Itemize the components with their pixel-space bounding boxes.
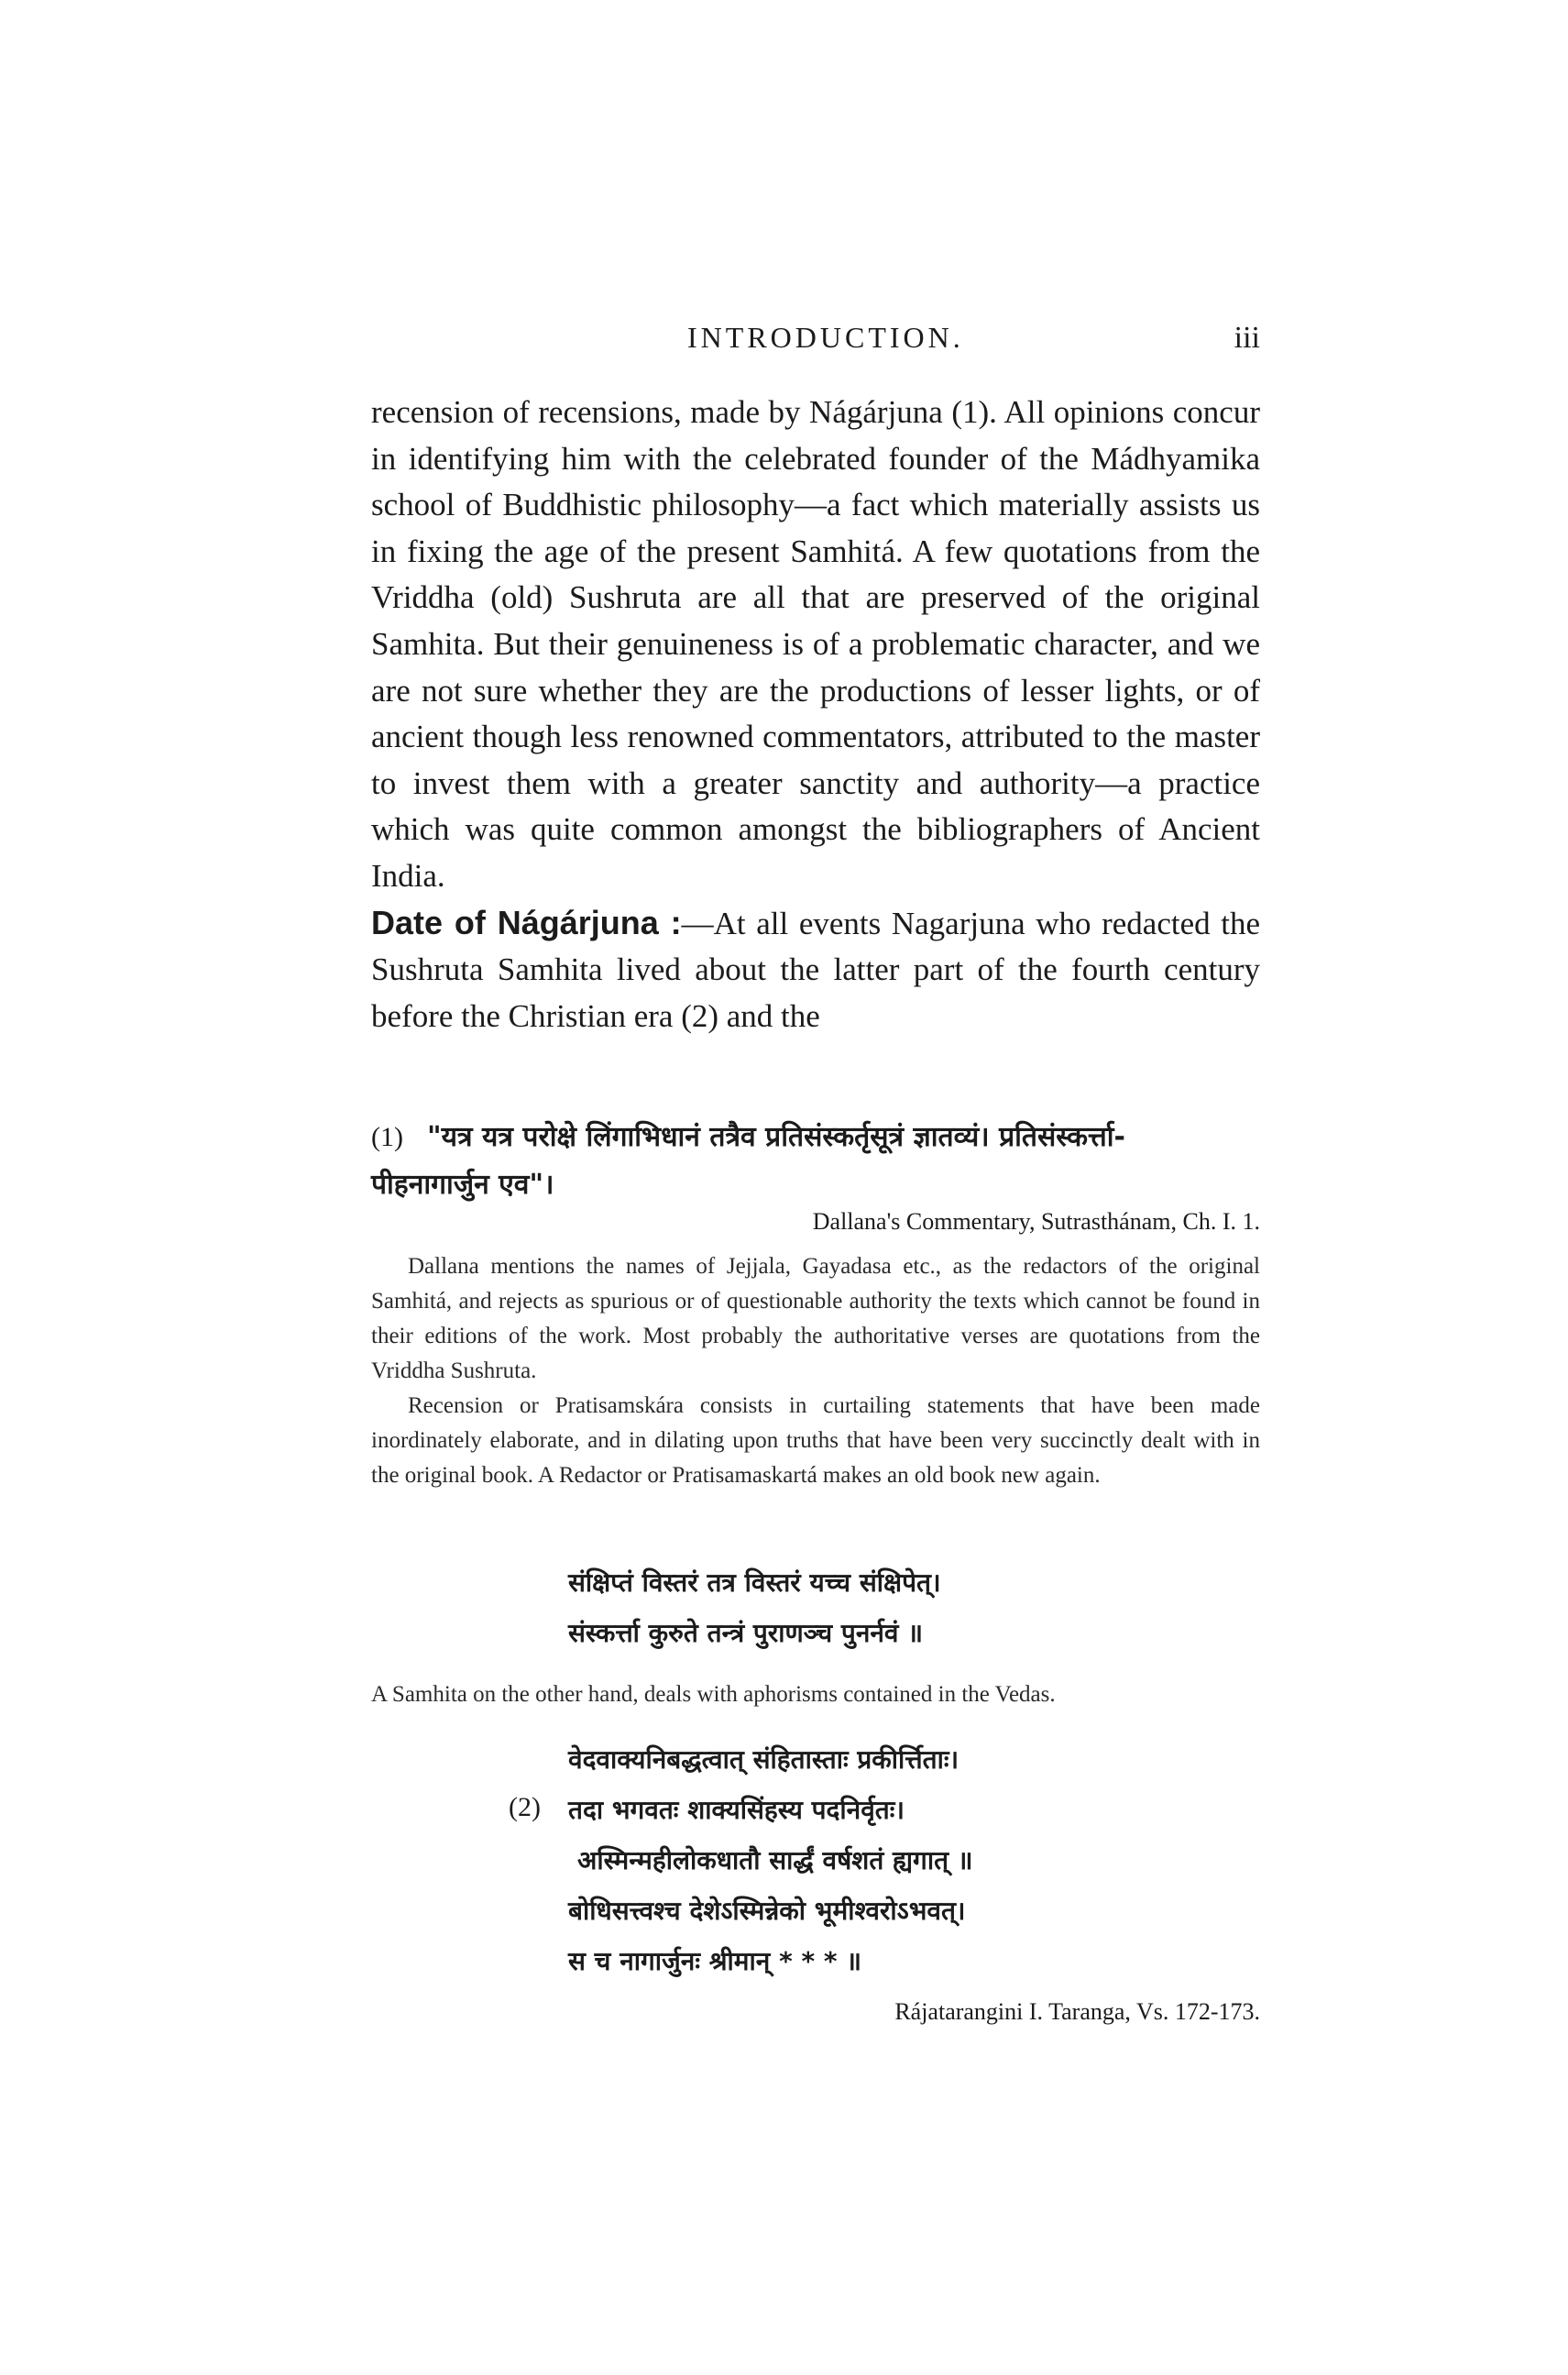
rajatarangini-line-2: अस्मिन्महीलोकधातौ सार्द्धं वर्षशतं ह्यगात् ॥ [577,1845,973,1875]
running-title: INTRODUCTION. [687,321,964,354]
section-heading-date: Date of Nágárjuna : [371,903,682,941]
paragraph-recension: recension of recensions, made by Nágárjuna (1). All opinions concur in identifying him with the celebrated founder of the Mádhyamika school of Buddhistic philosophy—a fact which materially assists us in fixing the age of the present Samhitá. A few quotations from the Vriddha (old) Sushruta are all that are preserved of the original Samhita. But their genuineness is of a problematic character, and we are not sure whether they are the productions of lesser lights, or of ancient though less renowned commentators, attributed to the master to invest them with a greater sanctity and authority—a practice which was quite common amongst the bibliographers of Ancient India. [371,394,1260,894]
footnote-1-notes [371,1249,1260,1493]
sanskrit-samhita-line: वेदवाक्यनिबद्धत्वात् संहितास्ताः प्रकीर्त्तिताः। [568,1744,959,1775]
rajatarangini-line-4: स च नागार्जुनः श्रीमान् * * * ॥ [568,1946,862,1976]
sanskrit-quote-line-1: "यत्र यत्र परोक्षे लिंगाभिधानं तत्रैव प्रतिसंस्कर्तृसूत्रं ज्ञातव्यं। प्रतिसंस्कर्त्ता- [426,1121,1125,1153]
sanskrit-verse-2: संस्कर्त्ता कुरुते तन्त्रं पुराणञ्च पुनर्नवं ॥ [568,1618,923,1648]
footnote-1 [371,1114,1260,1209]
rajatarangini-line-1: तदा भगवतः शाक्यसिंहस्य पदनिर्वृतः। [568,1795,905,1825]
note-dallana: Dallana mentions the names of Jejjala, Gayadasa etc., as the redactors of the original Samhitá, and rejects as spurious or of questionable authority the texts which cannot be found in their editions of the work. Most probably the authoritative verses are quotations from the Vriddha Sushruta. [371,1254,1260,1383]
sanskrit-quote-line-2: पीहनागार्जुन एव"। [371,1169,554,1201]
note-recension: Recension or Pratisamskára consists in curtailing statements that have been made inordinately elaborate, and in dilating upon truths that have been very succinctly dealt with in the original book. A Redactor or Pratisamaskartá makes an old book new again. [371,1393,1260,1488]
main-text [371,390,1260,1039]
footnote-marker-1: (1) [371,1122,403,1152]
rajatarangini-line-3: बोधिसत्त्वश्च देशेऽस्मिन्नेको भूमीश्वरोऽभवत्। [568,1896,966,1926]
paragraph-date [371,900,1260,1040]
sanskrit-verse-1: संक्षिप्तं विस्तरं तत्र विस्तरं यच्च संक्षिपेत्। [568,1567,941,1598]
note-samhita: A Samhita on the other hand, deals with aphorisms contained in the Vedas. [371,1682,1056,1707]
citation-dallana: Dallana's Commentary, Sutrasthánam, Ch. I. 1. [812,1208,1260,1235]
citation-rajatarangini: Rájatarangini I. Taranga, Vs. 172-173. [894,1998,1260,2025]
paragraph-date-text: —At all events Nagarjuna who redacted the Sushruta Samhita lived about the latter part of the fourth century before the Christian era (2) and the [371,905,1260,1034]
footnote-marker-2: (2) [509,1792,541,1822]
page-header [371,321,1260,365]
page-number: iii [1234,321,1260,355]
